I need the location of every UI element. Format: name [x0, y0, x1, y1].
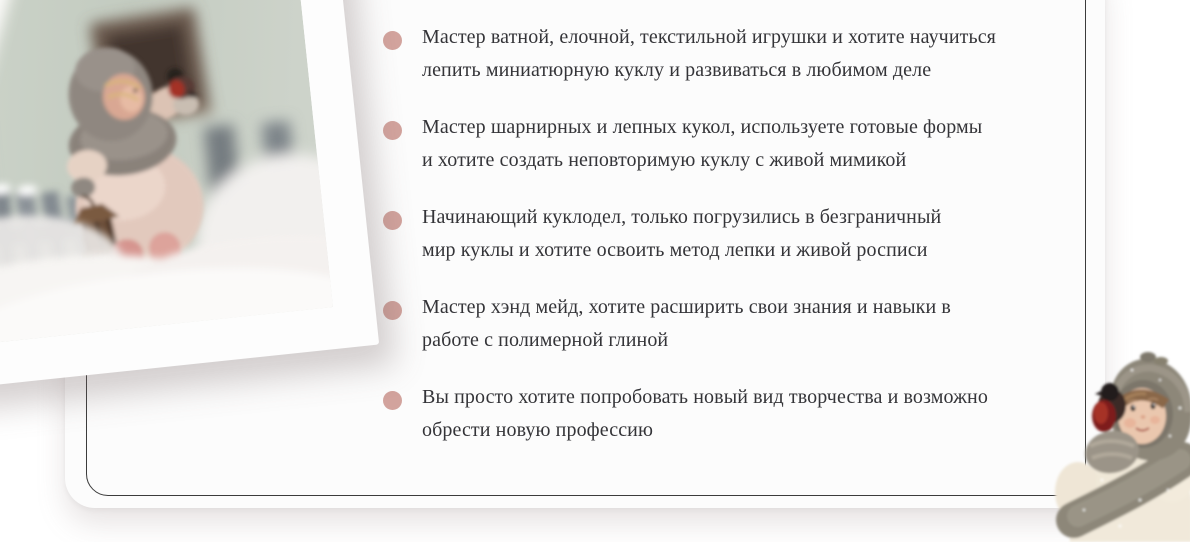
list-item-text [422, 21, 996, 87]
list-item [383, 21, 1033, 87]
list-item-line: обрести новую профессию [422, 419, 654, 441]
list-item-line: Вы просто хотите попробовать новый вид творчества и возможно [422, 386, 988, 408]
list-item-line: Мастер ватной, елочной, текстильной игрушки и хотите научиться [422, 26, 996, 48]
list-item-line: и хотите создать неповторимую куклу с живой мимикой [422, 149, 907, 171]
bullet-dot-icon [383, 31, 402, 50]
bullet-dot-icon [383, 121, 402, 140]
bullet-dot-icon [383, 391, 402, 410]
doll-with-bullfinch-image [1040, 350, 1190, 542]
list-item-line: лепить миниатюрную куклу и развиваться в любимом деле [422, 59, 932, 81]
list-item-line: Начинающий куклодел, только погрузились в безграничный [422, 206, 942, 228]
list-item-text [422, 201, 941, 267]
list-item-text [422, 291, 951, 357]
list-item [383, 111, 1033, 177]
bullet-dot-icon [383, 301, 402, 320]
list-item-line: мир куклы и хотите освоить метод лепки и живой росписи [422, 239, 928, 261]
doll-cutout [1040, 350, 1190, 542]
bullet-dot-icon [383, 211, 402, 230]
list-item-text [422, 111, 982, 177]
photo-frame [0, 0, 379, 389]
list-item-line: работе с полимерной глиной [422, 329, 669, 351]
photo-scene-doll-with-lantern [0, 0, 333, 346]
list-item [383, 381, 1033, 447]
list-item-line: Мастер хэнд мейд, хотите расширить свои знания и навыки в [422, 296, 951, 318]
list-item-line: Мастер шарнирных и лепных кукол, используете готовые формы [422, 116, 983, 138]
list-item [383, 291, 1033, 357]
list-item-text [422, 381, 988, 447]
audience-list [383, 21, 1033, 471]
list-item [383, 201, 1033, 267]
